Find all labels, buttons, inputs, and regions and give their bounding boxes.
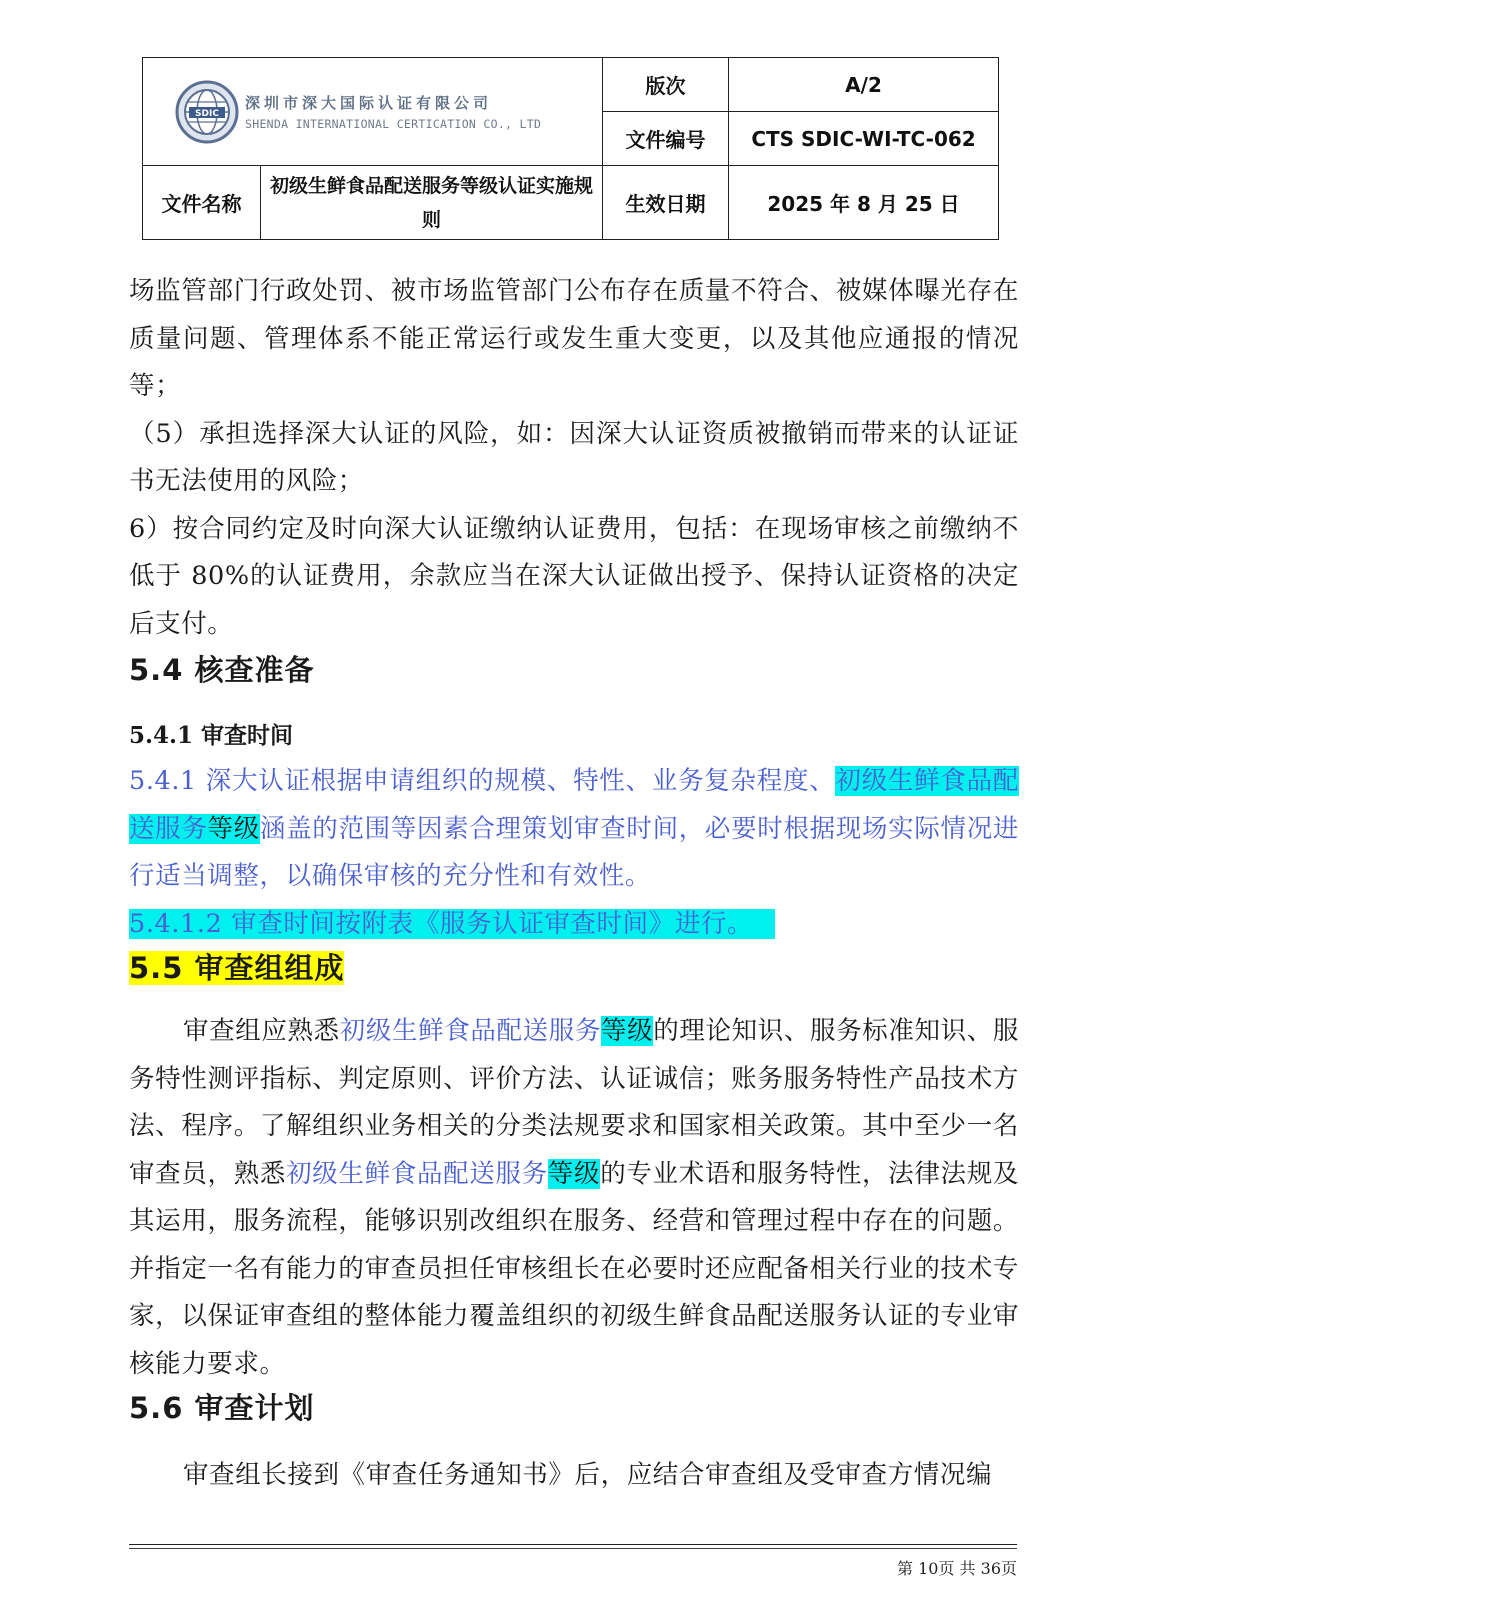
globe-logo-icon bbox=[175, 80, 239, 144]
page-number: 第 10页 共 36页 bbox=[897, 1559, 1017, 1578]
service-name-link-2: 初级生鲜食品配送服务 bbox=[286, 1158, 548, 1189]
company-logo-cell bbox=[143, 58, 603, 166]
highlight-grade-1: 等级 bbox=[601, 1016, 654, 1046]
paragraph-5-5-part-d: 的理论知识、服务标准知识、服务特性测评指标、判定原则、评价方法、认证诚信；账务服务特性产品技术方法、程序。了解组织业务相关的分类法规要求和国家相关政策。其中至少一名审查员，熟悉 bbox=[129, 1016, 1019, 1189]
version-label: 版次 bbox=[603, 58, 729, 112]
paragraph-5-5 bbox=[129, 1008, 1019, 1388]
effective-date-label: 生效日期 bbox=[603, 166, 729, 240]
version-value: A/2 bbox=[729, 58, 999, 112]
highlight-5-4-1-2: 5.4.1.2 审查时间按附表《服务认证审查时间》进行。 bbox=[129, 909, 775, 939]
doc-number-label: 文件编号 bbox=[603, 112, 729, 166]
heading-5-5-text: 5.5 审查组组成 bbox=[129, 951, 345, 985]
paragraph-5-4-1-2 bbox=[129, 901, 1019, 949]
highlight-service-name: 初级生鲜食品配送服务 bbox=[129, 766, 1020, 844]
paragraph-obligations-continued: 场监管部门行政处罚、被市场监管部门公布存在质量不符合、被媒体曝光存在质量问题、管理体系不能正常运行或发生重大变更，以及其他应通报的情况等； bbox=[129, 276, 1019, 401]
heading-5-4-1: 5.4.1 审查时间 bbox=[129, 722, 294, 749]
paragraph-5-5-part-a: 审查组应熟悉 bbox=[183, 1016, 340, 1046]
heading-5-6: 5.6 审查计划 bbox=[129, 1391, 315, 1425]
company-name-en: SHENDA INTERNATIONAL CERTICATION CO., LTD bbox=[245, 117, 542, 131]
effective-date-value: 2025 年 8 月 25 日 bbox=[729, 166, 999, 240]
company-name-cn: 深圳市深大国际认证有限公司 bbox=[245, 94, 493, 112]
company-logo bbox=[143, 80, 602, 144]
document-header-table bbox=[142, 57, 999, 240]
paragraph-5-4-1 bbox=[129, 758, 1019, 901]
paragraph-5-4-1-part-a: 5.4.1 深大认证根据申请组织的规模、特性、业务复杂程度、 bbox=[129, 766, 836, 796]
paragraph-item-6: 6）按合同约定及时向深大认证缴纳认证费用，包括：在现场审核之前缴纳不低于 80%的认证费用，余款应当在深大认证做出授予、保持认证资格的决定后支付。 bbox=[129, 513, 1019, 639]
highlight-grade: 等级 bbox=[207, 813, 260, 844]
highlight-grade-2: 等级 bbox=[547, 1158, 601, 1189]
heading-5-5 bbox=[129, 948, 1019, 988]
paragraph-5-5-part-g: 的专业术语和服务特性，法律法规及其运用，服务流程，能够识别改组织在服务、经营和管理过程中存在的问题。并指定一名有能力的审查员担任审核组长在必要时还应配备相关行业的技术专家，以保证审查组的整体能力覆盖组织的初级生鲜食品配送服务认证的专业审核能力要求。 bbox=[129, 1158, 1019, 1379]
logo-badge-text: SDIC bbox=[195, 108, 219, 119]
doc-name-label: 文件名称 bbox=[143, 166, 261, 240]
paragraph-5-4-1-part-d: 涵盖的范围等因素合理策划审查时间，必要时根据现场实际情况进行适当调整，以确保审核的充分性和有效性。 bbox=[129, 813, 1019, 891]
paragraph-item-5: （5）承担选择深大认证的风险，如：因深大认证资质被撤销而带来的认证证书无法使用的风险； bbox=[129, 418, 1019, 496]
heading-5-4: 5.4 核查准备 bbox=[129, 653, 315, 687]
footer-rule-thin bbox=[129, 1548, 1017, 1549]
doc-number-value: CTS SDIC-WI-TC-062 bbox=[729, 112, 999, 166]
service-name-link-1: 初级生鲜食品配送服务 bbox=[339, 1016, 601, 1046]
doc-name-value: 初级生鲜食品配送服务等级认证实施规则 bbox=[261, 166, 603, 240]
document-body bbox=[129, 268, 1019, 1500]
footer-rule bbox=[129, 1544, 1017, 1545]
paragraph-5-6: 审查组长接到《审查任务通知书》后，应结合审查组及受审查方情况编 bbox=[183, 1460, 993, 1490]
